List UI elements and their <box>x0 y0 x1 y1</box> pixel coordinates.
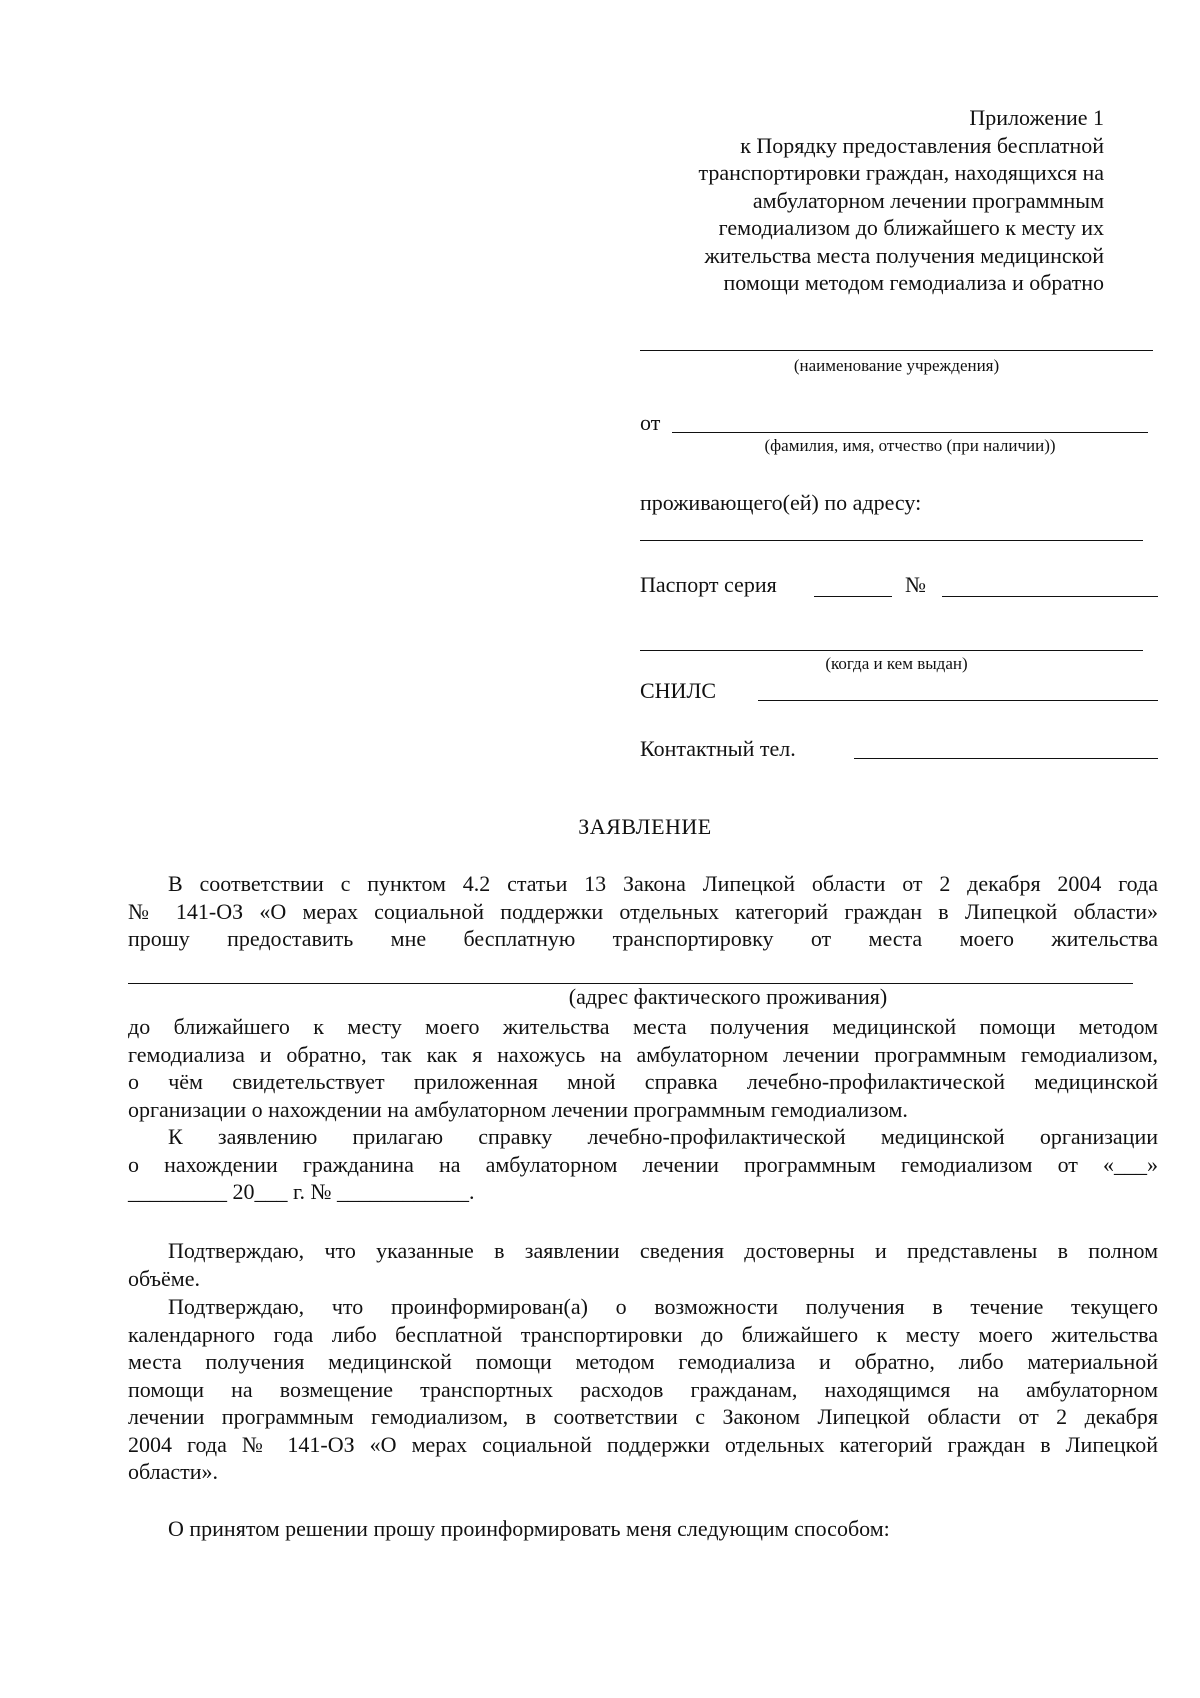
passport-series-field-line[interactable] <box>814 596 892 597</box>
passport-issued-field-line[interactable] <box>640 650 1143 651</box>
document-title: ЗАЯВЛЕНИЕ <box>578 814 712 839</box>
text-line: помощи на возмещение транспортных расходов гражданам, находящимся на амбулаторном <box>128 1376 1158 1402</box>
text-line: К заявлению прилагаю справку лечебно-профилактической медицинской организации <box>168 1124 1158 1149</box>
snils-label: СНИЛС <box>640 678 717 703</box>
snils-field-line[interactable] <box>758 700 1158 701</box>
text-line: места получения медицинской помощи методом гемодиализа и обратно, либо материальной <box>128 1349 1158 1374</box>
paragraph-request <box>128 870 1158 953</box>
passport-label: Паспорт серия <box>640 572 777 597</box>
name-caption: (фамилия, имя, отчество (при наличии)) <box>764 436 1056 455</box>
text-line: В соответствии с пунктом 4.2 статьи 13 Закона Липецкой области от 2 декабря 2004 года <box>168 871 1158 896</box>
appendix-line: помощи методом гемодиализа и обратно <box>723 270 1104 295</box>
text-line: Подтверждаю, что проинформирован(а) о возможности получения в течение текущего <box>168 1294 1158 1319</box>
appendix-line: амбулаторном лечении программным <box>752 187 1104 213</box>
institution-field-line[interactable] <box>640 350 1153 351</box>
address-label: проживающего(ей) по адресу: <box>640 490 922 515</box>
text-line: гемодиализа и обратно, так как я нахожусь на амбулаторном лечении программным гемодиализом, <box>128 1041 1158 1067</box>
paragraph-confirm-informed <box>128 1293 1158 1486</box>
name-field-line[interactable] <box>672 432 1148 433</box>
text-line: организации о нахождении на амбулаторном лечении программным гемодиализом. <box>128 1096 908 1122</box>
paragraph-confirm-data <box>128 1237 1158 1292</box>
text-line: О принятом решении прошу проинформировать меня следующим способом: <box>168 1516 890 1541</box>
appendix-line: Приложение 1 <box>969 105 1104 130</box>
text-line: 2004 года № 141-ОЗ «О мерах социальной поддержки отдельных категорий граждан в Липецкой <box>128 1431 1158 1457</box>
text-line: лечении программным гемодиализом, в соответствии с Законом Липецкой области от 2 декабря <box>128 1404 1158 1429</box>
paragraph-reason <box>128 1013 1158 1123</box>
address-caption: (адрес фактического проживания) <box>568 984 888 1009</box>
text-line: о нахождении гражданина на амбулаторном лечении программным гемодиализом от «___» <box>128 1151 1158 1177</box>
paragraph-notification <box>128 1515 1158 1543</box>
passport-number-label: № <box>905 572 926 597</box>
text-line: до ближайшего к месту моего жительства места получения медицинской помощи методом <box>128 1014 1158 1039</box>
paragraph-attachment <box>128 1123 1158 1206</box>
text-line: прошу предоставить мне бесплатную транспортировку от места моего жительства <box>128 926 1158 951</box>
phone-label: Контактный тел. <box>640 736 796 761</box>
from-label: от <box>640 410 661 435</box>
text-line: № 141-ОЗ «О мерах социальной поддержки отдельных категорий граждан в Липецкой области» <box>128 898 1158 924</box>
text-line: о чём свидетельствует приложенная мной справка лечебно-профилактической медицинской <box>128 1069 1158 1094</box>
appendix-header <box>584 104 1104 297</box>
appendix-line: жительства места получения медицинской <box>704 242 1104 268</box>
passport-number-field-line[interactable] <box>942 596 1158 597</box>
text-line: Подтверждаю, что указанные в заявлении сведения достоверны и представлены в полном <box>168 1238 1158 1263</box>
appendix-line: транспортировки граждан, находящихся на <box>698 160 1104 185</box>
phone-field-line[interactable] <box>854 758 1158 759</box>
text-line: календарного года либо бесплатной транспортировки до ближайшего к месту моего жительства <box>128 1321 1158 1347</box>
appendix-line: гемодиализом до ближайшего к месту их <box>718 215 1104 240</box>
issued-caption: (когда и кем выдан) <box>825 654 968 673</box>
address-field-line[interactable] <box>640 540 1143 541</box>
text-line: области». <box>128 1459 219 1484</box>
text-line: _________ 20___ г. № ____________. <box>128 1179 475 1204</box>
text-line: объёме. <box>128 1265 200 1291</box>
appendix-line: к Порядку предоставления бесплатной <box>740 132 1104 158</box>
institution-caption: (наименование учреждения) <box>793 356 1000 375</box>
